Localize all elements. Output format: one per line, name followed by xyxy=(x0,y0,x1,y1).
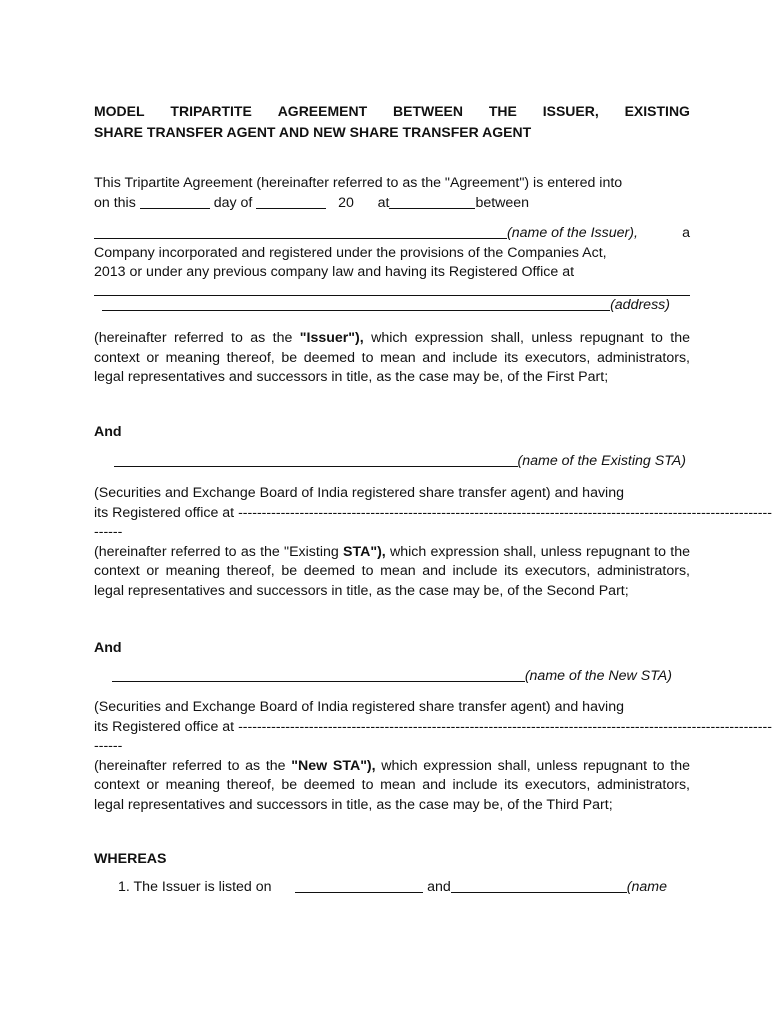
day-of-text: day of xyxy=(213,194,253,211)
new-sta-dashes: ----------------------------------------------------------------------------------------------------------------- xyxy=(238,718,772,735)
at-text: at xyxy=(377,194,390,211)
and-heading-2: And xyxy=(94,640,122,656)
and-heading-1: And xyxy=(94,424,122,440)
new-sta-ref-post: which expression shall, unless repugnant to the context or meaning thereof, be deemed to mean and include its executors, administrators, legal representatives and successors in title, as the case may be, of the Third Part; xyxy=(94,757,690,813)
existing-sta-reg-office-text: its Registered office at xyxy=(94,504,235,521)
title-word: EXISTING xyxy=(624,103,690,119)
existing-sta-dashes: ----------------------------------------------------------------------------------------------------------------- xyxy=(238,504,772,521)
issuer-name-line xyxy=(94,224,690,244)
place-blank[interactable] xyxy=(389,194,475,209)
address-label: (address) xyxy=(610,297,670,313)
existing-sta-ref-pre: (hereinafter referred to as the "Existing xyxy=(94,543,344,560)
issuer-a-text: a xyxy=(682,225,690,241)
title-word: TRIPARTITE xyxy=(170,103,252,119)
on-this-text: on this xyxy=(94,194,136,211)
existing-sta-name-line xyxy=(94,452,686,472)
issuer-paragraph xyxy=(94,224,690,283)
whereas-item-1 xyxy=(118,878,690,898)
address-line xyxy=(94,296,670,316)
new-sta-reference xyxy=(94,757,690,816)
title-word: ISSUER, xyxy=(542,103,599,119)
whereas-item-1-and: and xyxy=(427,879,451,895)
between-text: between xyxy=(475,194,530,211)
whereas-item-1-name: (name xyxy=(626,879,668,895)
exchange-blank[interactable] xyxy=(295,878,423,893)
intro-paragraph xyxy=(94,174,690,213)
new-sta-reg-office-line xyxy=(94,718,772,738)
new-sta-ref-bold: "New STA"), xyxy=(291,757,376,774)
new-sta-name-label: (name of the New STA) xyxy=(524,668,672,684)
new-sta-sebi-line: (Securities and Exchange Board of India registered share transfer agent) and having xyxy=(94,699,624,715)
date-blank[interactable] xyxy=(140,194,210,209)
year-text: 20 xyxy=(338,194,354,211)
existing-sta-ref-bold: STA"), xyxy=(343,543,386,560)
title-word: MODEL xyxy=(94,103,145,119)
title-word: BETWEEN xyxy=(393,103,463,119)
issuer-reference-paragraph xyxy=(94,329,690,388)
existing-sta-name-label: (name of the Existing STA) xyxy=(517,453,686,469)
document-title xyxy=(94,101,690,143)
title-line-2: SHARE TRANSFER AGENT AND NEW SHARE TRANSFER AGENT xyxy=(94,124,532,140)
existing-sta-reg-office-line xyxy=(94,504,772,524)
existing-sta-paragraph xyxy=(94,484,772,601)
title-word: THE xyxy=(488,103,517,119)
existing-sta-dash-tail: ------ xyxy=(94,524,123,540)
new-sta-reg-office-text: its Registered office at xyxy=(94,718,235,735)
title-word: AGREEMENT xyxy=(277,103,368,119)
exchange-blank-2[interactable] xyxy=(451,878,627,893)
existing-sta-ref-post: which expression shall, unless repugnant to the context or meaning thereof, be deemed to mean and include its executors, administrators, legal representatives and successors in title, as the case may be, of the Second Part; xyxy=(94,543,690,599)
existing-sta-sebi-line: (Securities and Exchange Board of India registered share transfer agent) and having xyxy=(94,485,624,501)
new-sta-ref-pre: (hereinafter referred to as the xyxy=(94,757,292,774)
title-line-1 xyxy=(94,101,690,122)
existing-sta-reference xyxy=(94,543,690,602)
issuer-name-blank[interactable] xyxy=(94,224,507,239)
new-sta-name-line xyxy=(94,667,672,687)
new-sta-dash-tail: ------ xyxy=(94,738,123,754)
month-blank[interactable] xyxy=(256,194,326,209)
issuer-desc-line-2: 2013 or under any previous company law and having its Registered Office at xyxy=(94,264,575,280)
intro-line-2 xyxy=(94,194,690,214)
issuer-ref-post: which expression shall, unless repugnant to the context or meaning thereof, be deemed to mean and include its executors, administrators, legal representatives and successors in title, as the case may be, of the First Part; xyxy=(94,330,690,385)
new-sta-paragraph xyxy=(94,698,772,815)
whereas-item-1-text: 1. The Issuer is listed on xyxy=(118,879,272,895)
issuer-desc-line-1: Company incorporated and registered under the provisions of the Companies Act, xyxy=(94,244,607,261)
issuer-ref-bold: "Issuer"), xyxy=(299,330,364,346)
issuer-name-label: (name of the Issuer), xyxy=(507,225,638,241)
address-blank[interactable] xyxy=(102,296,610,311)
whereas-heading: WHEREAS xyxy=(94,851,167,867)
intro-line-1: This Tripartite Agreement (hereinafter referred to as the "Agreement") is entered into xyxy=(94,175,623,191)
new-sta-name-blank[interactable] xyxy=(112,667,525,682)
existing-sta-name-blank[interactable] xyxy=(114,452,518,467)
issuer-ref-pre: (hereinafter referred to as the xyxy=(94,330,300,346)
